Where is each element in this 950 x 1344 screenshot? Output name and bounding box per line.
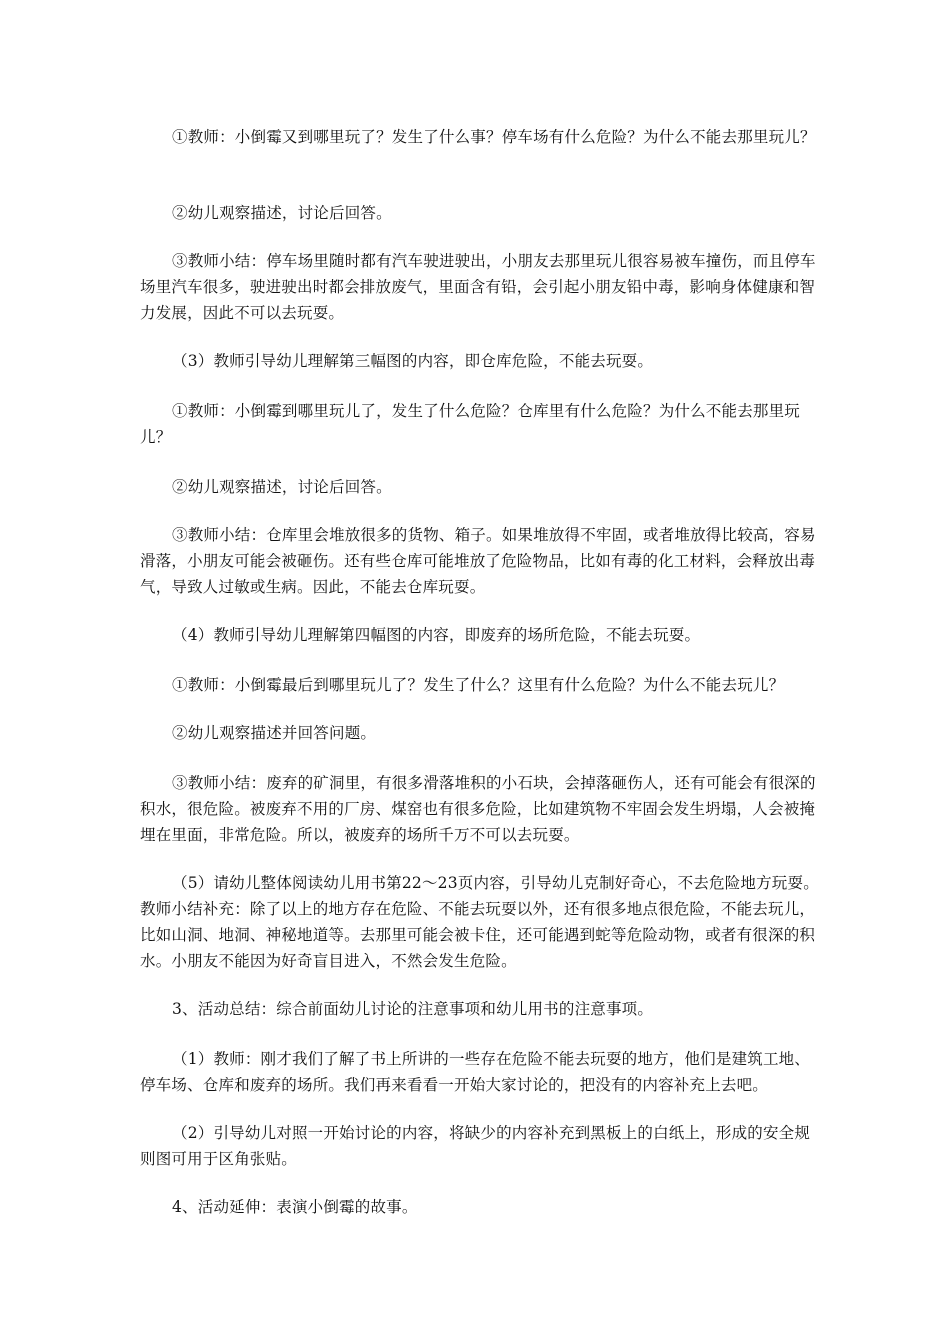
paragraph-abandoned-question: ①教师：小倒霉最后到哪里玩儿了？发生了什么？这里有什么危险？为什么不能去玩儿？ [172, 676, 785, 694]
paragraph-abandoned-observe: ②幼儿观察描述并回答问题。 [172, 724, 377, 742]
paragraph-warehouse-question: ①教师：小倒霉到哪里玩儿了，发生了什么危险？仓库里有什么危险？为什么不能去那里玩儿？ [140, 402, 801, 446]
paragraph-section-5: （5）请幼儿整体阅读幼儿用书第22～23页内容，引导幼儿克制好奇心，不去危险地方玩耍。教师小结补充：除了以上的地方存在危险、不能去玩耍以外，还有很多地点很危险，不能去玩儿，比如山洞、地洞、神秘地道等。去那里可能会被卡住，还可能遇到蛇等危险动物，或者有很深的积水。小朋友不能因为好奇盲目进入，不然会发生危险。 [140, 874, 819, 970]
paragraph-activity-summary: 3、活动总结：综合前面幼儿讨论的注意事项和幼儿用书的注意事项。 [172, 1000, 654, 1018]
paragraph-warehouse-observe: ②幼儿观察描述，讨论后回答。 [172, 478, 392, 496]
paragraph-summary-1: （1）教师：刚才我们了解了书上所讲的一些存在危险不能去玩耍的地方，他们是建筑工地、停车场、仓库和废弃的场所。我们再来看看一开始大家讨论的，把没有的内容补充上去吧。 [140, 1050, 811, 1094]
paragraph-parking-question: ①教师：小倒霉又到哪里玩了？发生了什么事？停车场有什么危险？为什么不能去那里玩儿？ [172, 128, 816, 146]
paragraph-abandoned-summary: ③教师小结：废弃的矿洞里，有很多滑落堆积的小石块，会掉落砸伤人，还有可能会有很深的积水，很危险。被废弃不用的厂房、煤窑也有很多危险，比如建筑物不牢固会发生坍塌，人会被掩埋在里面，非常危险。所以，被废弃的场所千万不可以去玩耍。 [140, 774, 816, 844]
paragraph-section-3: （3）教师引导幼儿理解第三幅图的内容，即仓库危险，不能去玩耍。 [172, 352, 654, 370]
paragraph-parking-summary: ③教师小结：停车场里随时都有汽车驶进驶出，小朋友去那里玩儿很容易被车撞伤，而且停车场里汽车很多，驶进驶出时都会排放废气，里面含有铅，会引起小朋友铅中毒，影响身体健康和智力发展，因此不可以去玩耍。 [140, 252, 816, 322]
paragraph-summary-2: （2）引导幼儿对照一开始讨论的内容，将缺少的内容补充到黑板上的白纸上，形成的安全规则图可用于区角张贴。 [140, 1124, 811, 1168]
paragraph-warehouse-summary: ③教师小结：仓库里会堆放很多的货物、箱子。如果堆放得不牢固，或者堆放得比较高，容易滑落，小朋友可能会被砸伤。还有些仓库可能堆放了危险物品，比如有毒的化工材料，会释放出毒气，导致人过敏或生病。因此，不能去仓库玩耍。 [140, 526, 816, 596]
paragraph-section-4: （4）教师引导幼儿理解第四幅图的内容，即废弃的场所危险，不能去玩耍。 [172, 626, 701, 644]
paragraph-activity-extension: 4、活动延伸：表演小倒霉的故事。 [172, 1198, 418, 1216]
paragraph-parking-observe: ②幼儿观察描述，讨论后回答。 [172, 204, 392, 222]
